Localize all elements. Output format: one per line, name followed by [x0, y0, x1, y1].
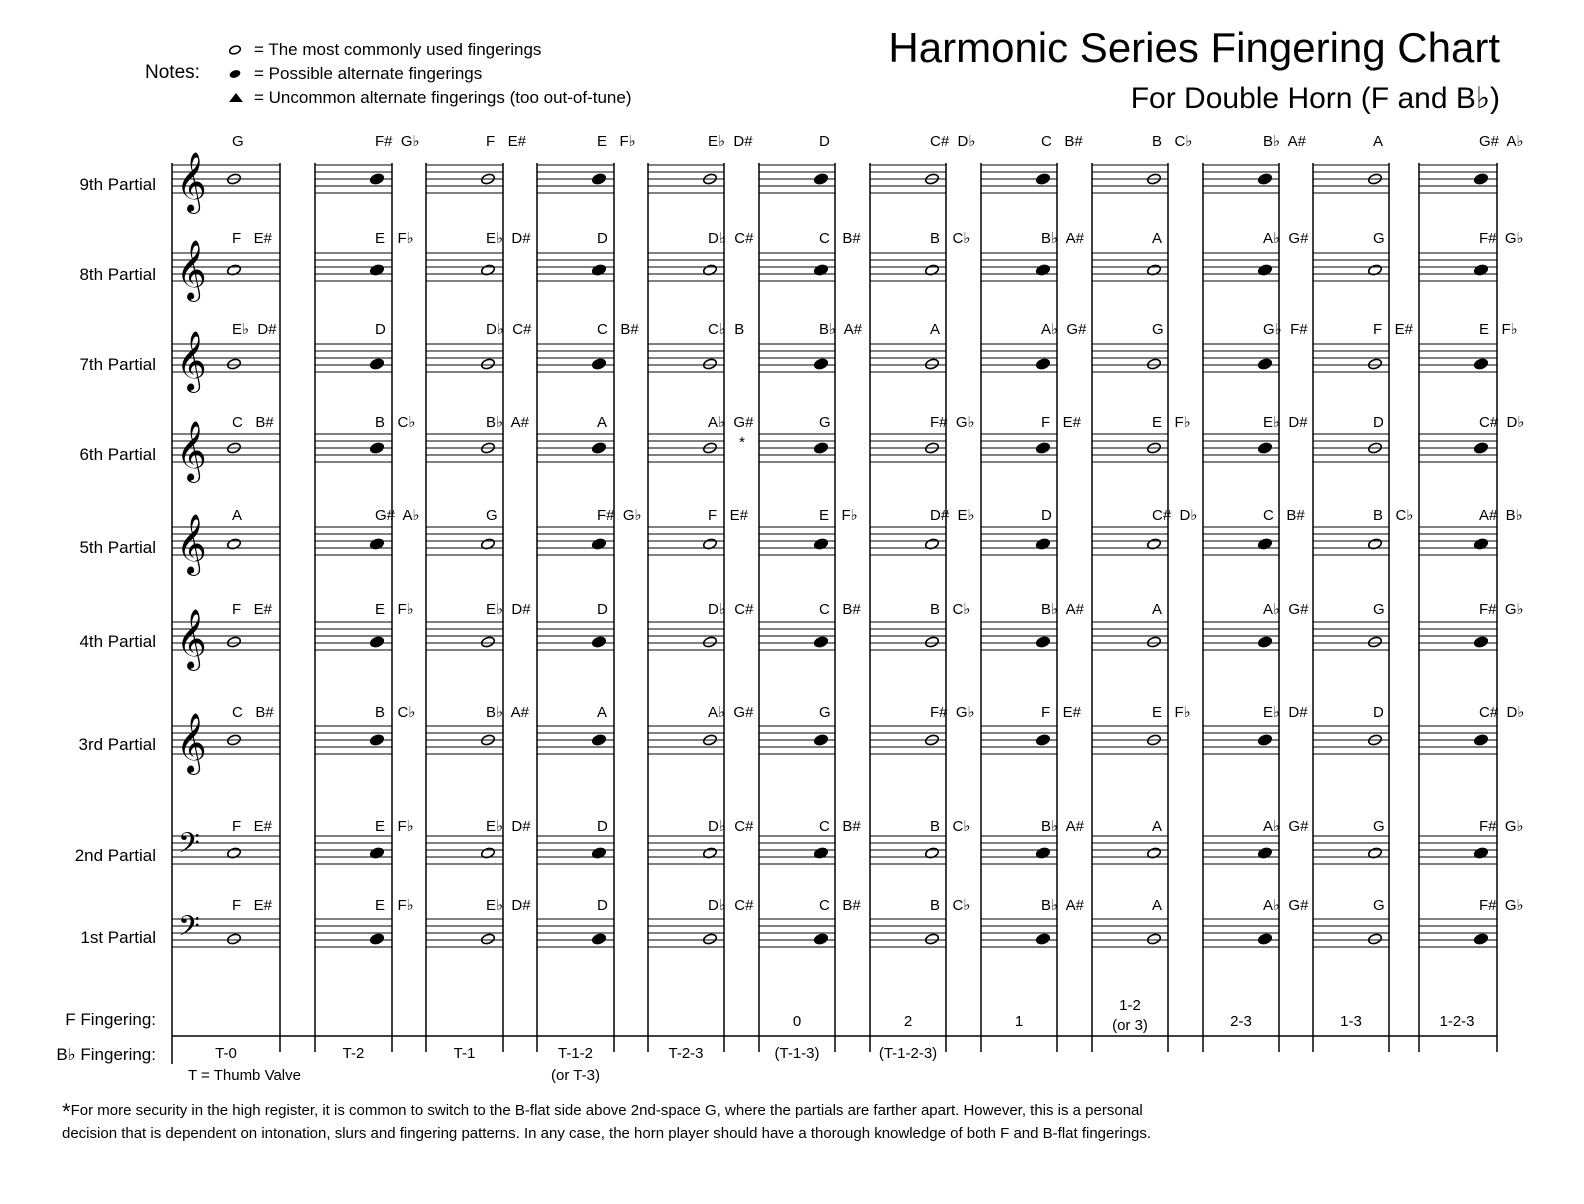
note-head-icon — [1257, 358, 1272, 370]
note-head-icon — [924, 636, 939, 648]
f-fingering-value: 0 — [792, 1013, 802, 1030]
note-name: G — [1152, 321, 1164, 338]
note-name: C# D♭ — [1152, 507, 1198, 524]
note-head-icon — [1035, 358, 1050, 370]
note-name: E F♭ — [375, 897, 414, 914]
note-name: C B# — [232, 704, 274, 721]
note-name: A — [597, 414, 608, 431]
note-name: E F♭ — [1479, 321, 1518, 338]
note-name: D — [597, 818, 608, 835]
note-head-icon — [1035, 173, 1050, 185]
note-name: F# G♭ — [597, 507, 642, 524]
note-name: E♭ D# — [708, 133, 753, 150]
treble-clef-icon: 𝄞 — [176, 713, 207, 773]
note-head-icon — [813, 173, 828, 185]
note-head-icon — [226, 358, 241, 370]
treble-clef-icon: 𝄞 — [176, 421, 207, 481]
note-name: G — [819, 414, 831, 431]
note-name: A — [1152, 230, 1163, 247]
thumb-valve-note: T = Thumb Valve — [188, 1067, 301, 1084]
note-name: F# G♭ — [1479, 818, 1524, 835]
note-name: F E# — [232, 897, 273, 914]
footnote-line-2: decision that is dependent on intonation, slurs and fingering patterns. In any case, the horn player should have a thorough knowledge of both F and B-flat fingerings. — [62, 1125, 1152, 1142]
note-head-icon — [924, 933, 939, 945]
note-name: F# G♭ — [375, 133, 420, 150]
note-name: C♭ B — [708, 321, 745, 338]
f-fingering-label: F Fingering: — [65, 1010, 156, 1029]
note-name: D — [1373, 704, 1384, 721]
note-name: G — [819, 704, 831, 721]
note-name: B♭ A# — [1263, 133, 1306, 150]
note-name: F# G♭ — [1479, 897, 1524, 914]
note-name: B C♭ — [1373, 507, 1414, 524]
note-name: E♭ D# — [486, 818, 531, 835]
note-name: D — [1373, 414, 1384, 431]
note-name: D♭ C# — [708, 230, 754, 247]
note-head-icon — [1473, 173, 1488, 185]
note-name: G♭ F# — [1263, 321, 1308, 338]
treble-clef-icon: 𝄞 — [176, 331, 207, 391]
bass-clef-icon: 𝄢 — [178, 827, 200, 867]
note-name: E F♭ — [1152, 704, 1191, 721]
note-head-icon — [813, 933, 828, 945]
note-head-icon — [1146, 358, 1161, 370]
note-name: D♭ C# — [486, 321, 532, 338]
notes-legend-label: Notes: — [145, 62, 200, 83]
note-head-icon — [813, 358, 828, 370]
note-name: A — [930, 321, 941, 338]
note-name: C B# — [1041, 133, 1083, 150]
note-name: F E# — [486, 133, 527, 150]
note-name: A♭ G# — [708, 414, 754, 431]
note-head-icon — [702, 358, 717, 370]
note-name: F# G♭ — [1479, 230, 1524, 247]
note-head-icon — [591, 173, 606, 185]
note-name: F E# — [232, 818, 273, 835]
note-head-icon — [591, 933, 606, 945]
note-head-icon — [1473, 933, 1488, 945]
note-name: B C♭ — [1152, 133, 1193, 150]
note-head-icon — [369, 358, 384, 370]
note-head-icon — [369, 173, 384, 185]
note-head-icon — [1146, 636, 1161, 648]
note-name: E♭ D# — [232, 321, 277, 338]
note-name: A♭ G# — [1263, 601, 1309, 618]
note-head-icon — [1257, 636, 1272, 648]
note-name: D — [597, 601, 608, 618]
note-name: F# G♭ — [930, 704, 975, 721]
footnote-asterisk: * — [62, 1099, 71, 1124]
note-head-icon — [1473, 636, 1488, 648]
f-fingering-value: 1-2 — [1119, 997, 1141, 1014]
page-title: Harmonic Series Fingering Chart — [888, 24, 1500, 71]
note-name: A — [1152, 601, 1163, 618]
note-name: F E# — [1041, 414, 1082, 431]
note-name: D — [597, 897, 608, 914]
partial-label: 6th Partial — [79, 445, 156, 464]
note-name: F E# — [232, 601, 273, 618]
note-name: C# D♭ — [1479, 414, 1525, 431]
note-head-icon — [1035, 734, 1050, 746]
note-name: E♭ D# — [486, 601, 531, 618]
note-name: A — [597, 704, 608, 721]
note-name: F# G♭ — [1479, 601, 1524, 618]
footnote — [62, 1100, 1292, 1145]
bb-fingering-value: (T-1-2-3) — [878, 1045, 938, 1062]
note-name: D — [819, 133, 830, 150]
note-name: A — [1152, 897, 1163, 914]
note-head-icon — [702, 933, 717, 945]
note-head-icon — [1367, 933, 1382, 945]
partial-label: 7th Partial — [79, 355, 156, 374]
note-name: A♭ G# — [1041, 321, 1087, 338]
note-name: A♭ G# — [1263, 897, 1309, 914]
bass-clef-icon: 𝄢 — [178, 910, 200, 950]
legend-text-common: = The most commonly used fingerings — [254, 40, 542, 59]
note-name: D♭ C# — [708, 818, 754, 835]
partial-label: 9th Partial — [79, 175, 156, 194]
note-name: A♭ G# — [708, 704, 754, 721]
note-name: D — [597, 230, 608, 247]
f-fingering-value: 1-3 — [1340, 1013, 1362, 1030]
note-head-icon — [226, 636, 241, 648]
note-head-icon — [1035, 933, 1050, 945]
note-name: B C♭ — [930, 601, 971, 618]
note-head-icon — [1367, 358, 1382, 370]
note-name: B C♭ — [375, 414, 416, 431]
note-head-icon — [369, 734, 384, 746]
treble-clef-icon: 𝄞 — [176, 152, 207, 212]
bb-fingering-value: (or T-3) — [551, 1067, 600, 1084]
note-head-icon — [1257, 734, 1272, 746]
note-name: C B# — [597, 321, 639, 338]
note-name: F E# — [708, 507, 749, 524]
note-head-icon — [369, 442, 384, 454]
note-head-icon — [591, 358, 606, 370]
note-head-icon — [591, 734, 606, 746]
note-name: B♭ A# — [819, 321, 862, 338]
footnote-line-1: For more security in the high register, it is common to switch to the B-flat side above 2nd-space G, where the partials are farther apart. However, this is a personal — [70, 1102, 1143, 1119]
note-head-icon — [1257, 173, 1272, 185]
note-name: E F♭ — [375, 601, 414, 618]
note-head-icon — [591, 636, 606, 648]
note-name: F E# — [1041, 704, 1082, 721]
f-fingering-value: 2 — [903, 1013, 913, 1030]
asterisk-marker: * — [739, 434, 745, 451]
note-name: D♭ C# — [708, 601, 754, 618]
partial-label: 4th Partial — [79, 632, 156, 651]
note-name: B♭ A# — [486, 414, 529, 431]
f-fingering-value: 2-3 — [1230, 1013, 1252, 1030]
note-name: B♭ A# — [1041, 230, 1084, 247]
note-name: B C♭ — [930, 818, 971, 835]
bb-fingering-value: T-2 — [342, 1045, 365, 1062]
note-head-icon — [1257, 442, 1272, 454]
note-name: E F♭ — [1152, 414, 1191, 431]
note-head-icon — [813, 636, 828, 648]
note-name: F# G♭ — [930, 414, 975, 431]
note-name: E F♭ — [375, 230, 414, 247]
note-head-icon — [813, 442, 828, 454]
note-name: A♭ G# — [1263, 818, 1309, 835]
note-name: G — [1373, 230, 1385, 247]
note-head-icon — [1035, 636, 1050, 648]
note-name: E F♭ — [819, 507, 858, 524]
note-head-icon — [1146, 933, 1161, 945]
note-name: G# A♭ — [375, 507, 420, 524]
note-name: A# B♭ — [1479, 507, 1523, 524]
partial-label: 3rd Partial — [78, 735, 156, 754]
note-name: B♭ A# — [1041, 818, 1084, 835]
note-name: C B# — [1263, 507, 1305, 524]
note-name: B C♭ — [930, 230, 971, 247]
note-name: B C♭ — [930, 897, 971, 914]
bb-fingering-value: T-1-2 — [557, 1045, 594, 1062]
bb-fingering-value: T-2-3 — [668, 1045, 704, 1062]
note-head-icon — [480, 358, 495, 370]
note-name: A — [232, 507, 243, 524]
bb-fingering-value: (T-1-3) — [774, 1045, 820, 1062]
note-name: E F♭ — [597, 133, 636, 150]
note-name: E♭ D# — [486, 897, 531, 914]
note-name: D# E♭ — [930, 507, 975, 524]
note-head-icon — [924, 358, 939, 370]
note-name: A — [1373, 133, 1384, 150]
legend-text-uncommon: = Uncommon alternate fingerings (too out-of-tune) — [254, 88, 632, 107]
bb-fingering-label: B♭ Fingering: — [56, 1045, 156, 1064]
note-name: C B# — [819, 601, 861, 618]
note-name: D♭ C# — [708, 897, 754, 914]
note-name: C# D♭ — [930, 133, 976, 150]
bb-fingering-value: T-1 — [453, 1045, 476, 1062]
f-fingering-value: 1 — [1014, 1013, 1024, 1030]
note-head-icon — [1035, 442, 1050, 454]
partial-label: 2nd Partial — [74, 846, 156, 865]
note-name: A — [1152, 818, 1163, 835]
note-name: F E# — [1373, 321, 1414, 338]
note-name: G — [486, 507, 498, 524]
note-name: B C♭ — [375, 704, 416, 721]
note-name: G — [1373, 818, 1385, 835]
note-name: E♭ D# — [1263, 704, 1308, 721]
note-head-icon — [1473, 358, 1488, 370]
note-name: D — [1041, 507, 1052, 524]
note-head-icon — [813, 734, 828, 746]
note-name: C B# — [819, 897, 861, 914]
note-name: E♭ D# — [486, 230, 531, 247]
note-head-icon — [1473, 734, 1488, 746]
note-name: G — [1373, 897, 1385, 914]
partial-label: 1st Partial — [80, 928, 156, 947]
page-subtitle: For Double Horn (F and B♭) — [1130, 82, 1500, 115]
note-head-icon — [702, 636, 717, 648]
note-name: B♭ A# — [1041, 601, 1084, 618]
note-name: D — [375, 321, 386, 338]
note-head-icon — [480, 933, 495, 945]
note-name: E F♭ — [375, 818, 414, 835]
treble-clef-icon: 𝄞 — [176, 240, 207, 300]
note-head-icon — [480, 636, 495, 648]
note-name: A♭ G# — [1263, 230, 1309, 247]
note-head-icon — [369, 636, 384, 648]
note-head-icon — [369, 933, 384, 945]
note-name: G — [232, 133, 244, 150]
bb-fingering-value: T-0 — [215, 1045, 237, 1062]
note-name: E♭ D# — [1263, 414, 1308, 431]
note-name: B♭ A# — [486, 704, 529, 721]
note-name: C# D♭ — [1479, 704, 1525, 721]
note-name: G# A♭ — [1479, 133, 1524, 150]
treble-clef-icon: 𝄞 — [176, 514, 207, 574]
note-head-icon — [1473, 442, 1488, 454]
partial-label: 8th Partial — [79, 265, 156, 284]
f-fingering-value: (or 3) — [1112, 1017, 1148, 1034]
treble-clef-icon: 𝄞 — [176, 609, 207, 669]
note-name: B♭ A# — [1041, 897, 1084, 914]
note-head-icon — [591, 442, 606, 454]
note-name: C B# — [819, 818, 861, 835]
note-name: F E# — [232, 230, 273, 247]
partial-label: 5th Partial — [79, 538, 156, 557]
note-head-icon — [1367, 636, 1382, 648]
note-head-icon — [226, 933, 241, 945]
note-name: G — [1373, 601, 1385, 618]
f-fingering-value: 1-2-3 — [1439, 1013, 1475, 1030]
note-name: C B# — [232, 414, 274, 431]
legend-text-alternate: = Possible alternate fingerings — [254, 64, 483, 83]
note-head-icon — [1257, 933, 1272, 945]
note-name: C B# — [819, 230, 861, 247]
